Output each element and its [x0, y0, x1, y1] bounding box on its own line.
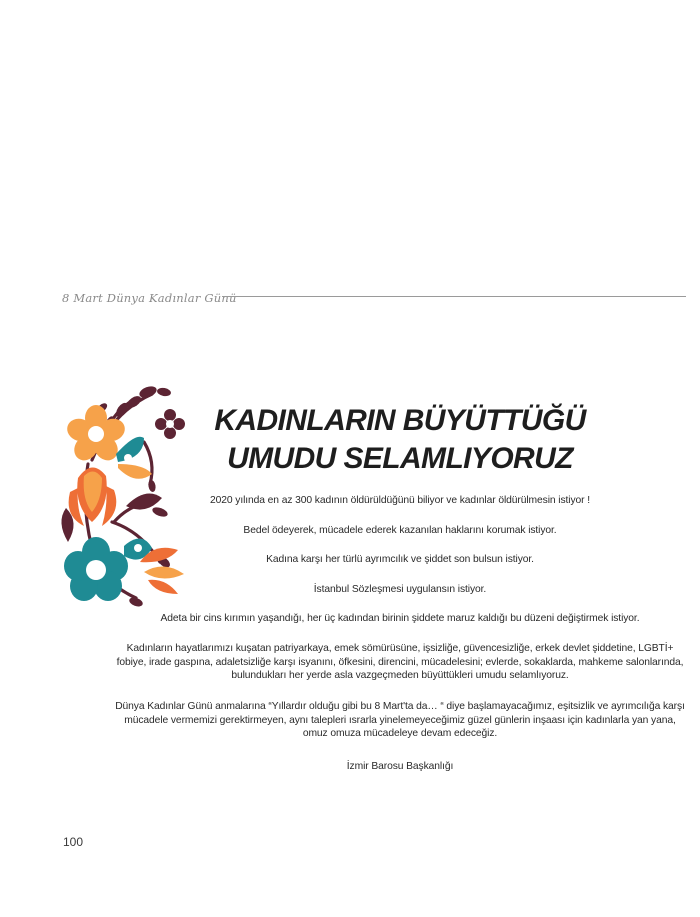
paragraph-7: Dünya Kadınlar Günü anmalarına “Yıllardır olduğu gibi bu 8 Mart'ta da… “ diye başlamayacağımız, eşitsizlik ve ayrımcılığa karşı mücadele vermemizi gerektirmeyen, aynı talepleri ısrarla yinelemeyeceğimiz güzel günlerin inşaası için kadınlarla yan yana, omuz omuza mücadeleye devam edeceğiz.: [115, 701, 685, 740]
article-title-line-1: KADINLARIN BÜYÜTTÜĞÜ: [214, 404, 586, 437]
paragraph-3: Kadına karşı her türlü ayrımcılık ve şiddet son bulsun istiyor.: [266, 554, 534, 565]
paragraph-6: Kadınların hayatlarımızı kuşatan patriyarkaya, emek sömürüsüne, işsizliğe, güvencesizliğe, erkek devlet şiddetine, LGBTİ+ fobiye, irade gaspına, adaletsizliğe karşı isyanını, öfkesini, direncini, mücadelesini; evlerde, sokaklarda, mahkeme salonlarında, bulundukları her yerde asla vazgeçmeden büyüttükleri umudu selamlıyoruz.: [116, 643, 684, 682]
header-rule: [222, 296, 686, 297]
signature: İzmir Barosu Başkanlığı: [346, 761, 454, 772]
paragraph-1: 2020 yılında en az 300 kadının öldürüldüğünü biliyor ve kadınlar öldürülmesin istiyor !: [210, 495, 590, 506]
paragraph-2: Bedel ödeyerek, mücadele ederek kazanılan haklarını korumak istiyor.: [243, 525, 557, 536]
article-title: [170, 402, 630, 478]
floral-ornament-icon: [52, 372, 188, 622]
header-label: 8 Mart Dünya Kadınlar Günü: [62, 291, 237, 305]
page-number: 100: [63, 835, 84, 849]
paragraph-4: İstanbul Sözleşmesi uygulansın istiyor.: [313, 584, 487, 595]
article-title-line-2: UMUDU SELAMLIYORUZ: [227, 442, 573, 475]
paragraph-5: Adeta bir cins kırımın yaşandığı, her üç kadından birinin şiddete maruz kaldığı bu düzeni değiştirmek istiyor.: [160, 613, 640, 624]
